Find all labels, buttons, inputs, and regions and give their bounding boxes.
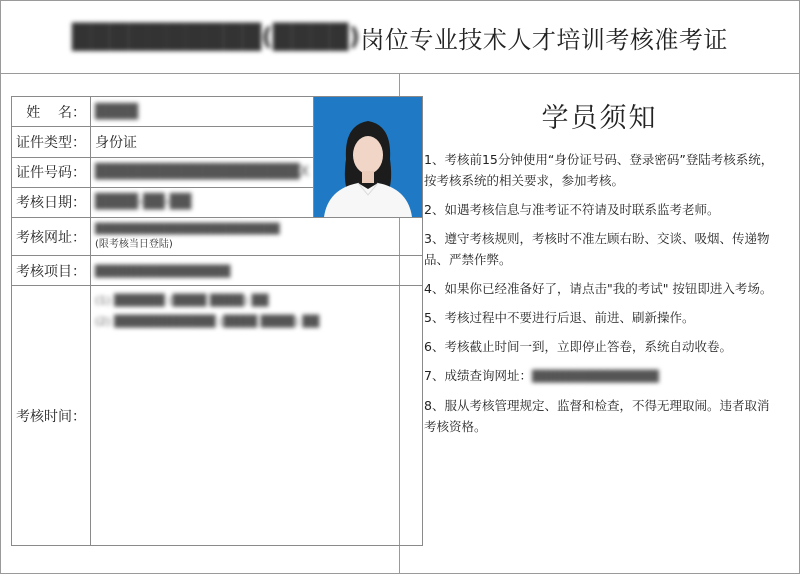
score-url-link[interactable]: ███████████████ — [531, 370, 659, 383]
score-url-label: 7、成绩查询网址： — [424, 368, 532, 383]
notice-item: 8、服从考核管理规定、监督和检查，不得无理取闹。违者取消考核资格。 — [424, 398, 770, 434]
exam-url-link[interactable]: ████████████████████████ — [95, 223, 280, 235]
candidate-info-table — [11, 96, 423, 546]
title-bar — [1, 1, 799, 74]
redacted-organization-name: ██████████(████) — [72, 23, 361, 51]
notice-item: 4、如果你已经准备好了，请点击"我的考试" 按钮即进入考场。 — [424, 281, 773, 296]
exam-time-value — [91, 286, 423, 546]
exam-item-label: 考核项目： — [12, 256, 91, 286]
name-label: 姓 名： — [12, 97, 91, 127]
id-type-value: 身份证 — [91, 127, 314, 157]
exam-time-line: (2) ████████████ (████ ████) ██ — [95, 315, 320, 328]
exam-url-note: (限考核当日登陆) — [95, 238, 173, 250]
id-number-value: ███████████████████X — [91, 157, 314, 187]
notice-item: 2、如遇考核信息与准考证不符请及时联系监考老师。 — [424, 202, 720, 217]
exam-date-label: 考核日期： — [12, 187, 91, 217]
notice-title: 学员须知 — [541, 103, 658, 134]
notice-item-score-url — [424, 365, 777, 387]
notice-item: 1、考核前15分钟使用“身份证号码、登录密码”登陆考核系统，按考核系统的相关要求，参加考核。 — [424, 152, 774, 188]
exam-date-value: ████-██-██ — [91, 187, 314, 217]
page-title: 岗位专业技术人才培训考核准考证 — [360, 25, 728, 54]
exam-url-label: 考核网址： — [12, 218, 91, 256]
notice-item: 3、遵守考核规则，考核时不准左顾右盼、交谈、吸烟、传递物品、严禁作弊。 — [424, 231, 770, 267]
name-value: ████ — [91, 97, 314, 127]
candidate-info-pane — [1, 74, 400, 573]
id-type-label: 证件类型： — [12, 127, 91, 157]
exam-item-value: ████████████████ — [91, 256, 423, 286]
notice-list — [400, 149, 799, 437]
notice-item: 5、考核过程中不要进行后退、前进、刷新操作。 — [424, 310, 695, 325]
exam-time-label: 考核时间： — [12, 286, 91, 546]
exam-time-line: (1) ██████ (████ ████) ██ — [95, 294, 269, 307]
exam-url-value — [91, 218, 423, 256]
id-number-label: 证件号码： — [12, 157, 91, 187]
notice-pane — [400, 74, 799, 573]
notice-item: 6、考核截止时间一到，立即停止答卷，系统自动收卷。 — [424, 339, 732, 354]
